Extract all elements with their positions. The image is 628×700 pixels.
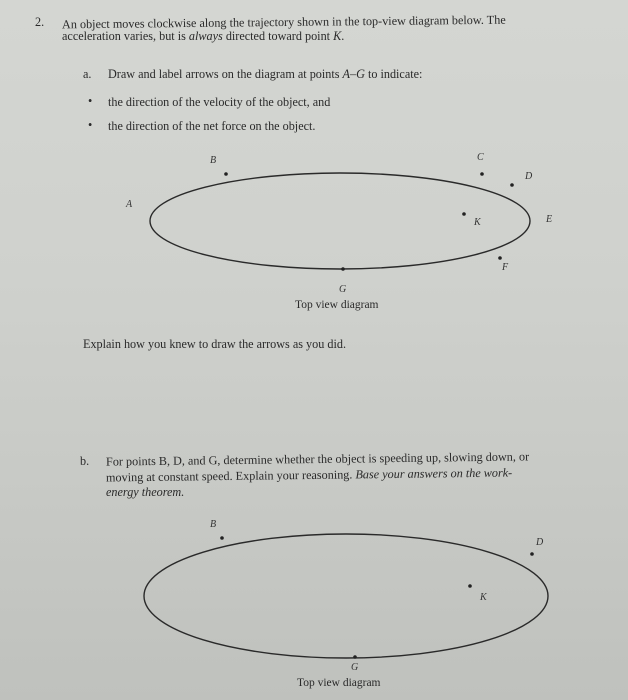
label-k: K (474, 217, 481, 228)
label-g: G (339, 284, 347, 295)
bullet-icon: • (88, 118, 93, 132)
diagram-a-caption: Top view diagram (295, 299, 379, 311)
trajectory-ellipse (144, 534, 548, 658)
label-e: E (546, 214, 553, 225)
question-text-line1: An object moves clockwise along the trajectory shown in the top-view diagram below. The (61, 12, 506, 32)
emphasis: Base your answers on the work- (355, 465, 513, 482)
bullet-icon: • (88, 94, 93, 108)
text: Draw and label arrows on the diagram at points (108, 67, 343, 81)
point-b (220, 536, 224, 540)
bullet-force: the direction of the net force on the object. (108, 119, 316, 133)
text: acceleration varies, but is (62, 29, 189, 43)
label-g: G (351, 662, 359, 673)
point-g (341, 267, 345, 271)
point-d (510, 183, 514, 187)
explain-prompt: Explain how you knew to draw the arrows as you did. (83, 337, 346, 351)
point-g (353, 655, 357, 659)
label-k: K (480, 592, 487, 603)
point-k (462, 212, 466, 216)
trajectory-ellipse (150, 173, 530, 269)
part-b-line3: energy theorem. (106, 485, 185, 499)
point-k (468, 584, 472, 588)
point-k-ref: K (333, 29, 342, 43)
text: moving at constant speed. Explain your reasoning. (105, 467, 356, 485)
text: . (341, 29, 345, 43)
diagram-a (125, 152, 552, 295)
part-b-line1: For points B, D, and G, determine whether the object is speeding up, slowing down, or (105, 449, 530, 469)
label-d: D (536, 537, 544, 548)
point-b (224, 172, 228, 176)
label-a: A (126, 199, 133, 210)
question-number: 2. (35, 15, 45, 29)
label-f: F (502, 262, 509, 273)
text: to indicate: (364, 67, 423, 81)
label-b: B (210, 155, 217, 166)
point-f (498, 256, 502, 260)
label-c: C (477, 152, 484, 163)
text: directed toward point (222, 29, 334, 43)
point-d (530, 552, 534, 556)
emphasis: always (188, 29, 223, 43)
bullet-velocity: the direction of the velocity of the object, and (108, 95, 331, 109)
diagram-b (144, 519, 548, 673)
part-b-letter: b. (80, 454, 90, 468)
label-d: D (525, 171, 533, 182)
part-a-letter: a. (83, 67, 92, 81)
diagram-b-caption: Top view diagram (297, 677, 381, 689)
point-c (480, 172, 484, 176)
range: A–G (342, 67, 365, 81)
label-b: B (210, 519, 217, 530)
